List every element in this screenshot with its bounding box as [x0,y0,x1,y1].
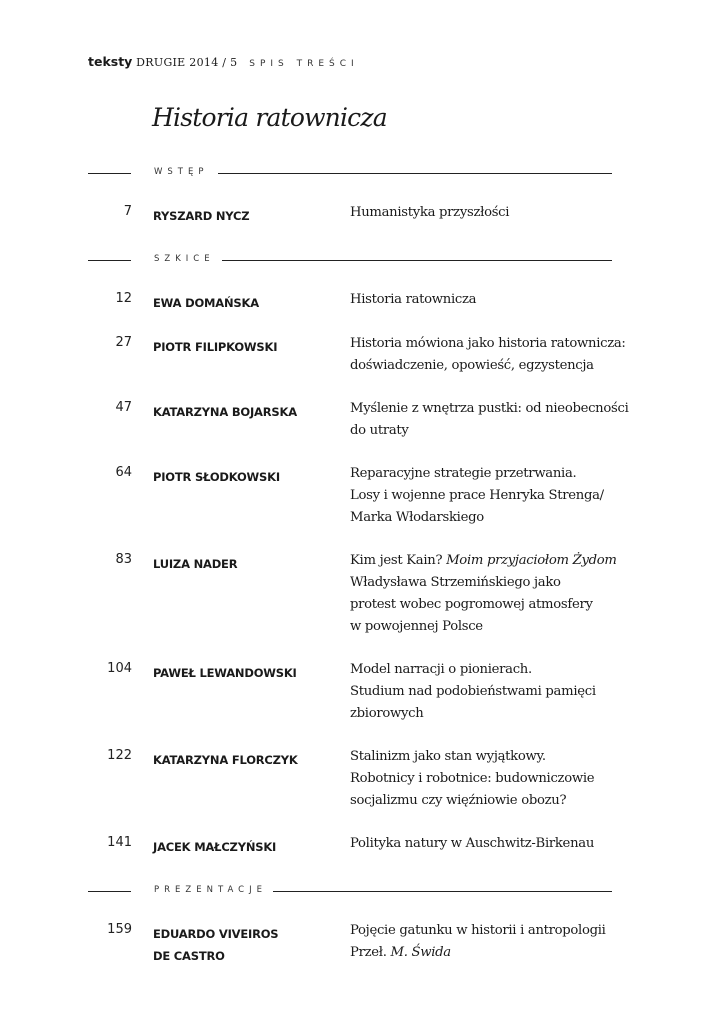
article-title [350,398,630,442]
title-line [350,550,630,572]
title-line: Marka Włodarskiego [350,510,484,525]
translator-name: M. Świda [390,945,451,960]
title-line: socjalizmu czy więźniowie obozu? [350,793,567,808]
author-name: PIOTR SŁODKOWSKI [153,470,280,484]
title-line: Robotnicy i robotnice: budowniczowie [350,771,595,786]
title-italic-text: Moim przyjaciołom Żydom [446,553,617,568]
article-title [350,289,630,311]
title-line: w powojennej Polsce [350,619,483,634]
author-name-line: DE CASTRO [153,949,225,963]
author-name: EWA DOMAŃSKA [153,296,259,310]
title-line: protest wobec pogromowej atmosfery [350,597,593,612]
translator-prefix: Przeł. [350,945,391,960]
page-number: 159 [107,922,132,937]
title-line: Polityka natury w Auschwitz-Birkenau [350,836,595,851]
author-name: KATARZYNA BOJARSKA [153,405,297,419]
title-line: do utraty [350,423,409,438]
title-line: Myślenie z wnętrza pustki: od nieobecności [350,401,629,416]
running-head [88,54,359,69]
article-title [350,202,630,224]
page-number: 12 [115,291,132,306]
section-header-prezentacje [0,885,725,899]
section-header-wstep [0,167,725,181]
author-name: RYSZARD NYCZ [153,209,250,223]
page-number: 47 [115,400,132,415]
section-rule [218,173,612,174]
title-line: Losy i wojenne prace Henryka Strenga/ [350,488,604,503]
title-line: Humanistyka przyszłości [350,205,510,220]
title-line: Historia ratownicza [350,292,477,307]
translator-line [350,942,630,964]
issue-title: Historia ratownicza [152,103,387,132]
section-rule [88,891,131,892]
title-line: doświadczenie, opowieść, egzystencja [350,358,594,373]
article-title [350,550,630,638]
section-header-szkice [0,254,725,268]
title-line: Stalinizm jako stan wyjątkowy. [350,749,546,764]
page-number: 83 [115,552,132,567]
article-title [350,333,630,377]
title-line: Pojęcie gatunku w historii i antropologii [350,923,606,938]
title-line: Studium nad podobieństwami pamięci [350,684,596,699]
author-name: KATARZYNA FLORCZYK [153,753,298,767]
section-rule [266,891,612,892]
page-number: 141 [107,835,132,850]
title-line: Władysława Strzemińskiego jako [350,575,561,590]
author-name: PAWEŁ LEWANDOWSKI [153,666,297,680]
page-number: 122 [107,748,132,763]
title-line: Historia mówiona jako historia ratownicza: [350,336,626,351]
title-line: zbiorowych [350,706,424,721]
page-number: 7 [123,204,132,219]
author-name [153,923,338,967]
running-head-section: SPIS TREŚCI [249,59,359,69]
page-number: 27 [115,335,132,350]
article-title [350,833,630,855]
author-name: JACEK MAŁCZYŃSKI [153,840,277,854]
page-number: 104 [107,661,132,676]
section-label: PREZENTACJE [154,885,273,895]
article-title [350,659,630,725]
article-title [350,746,630,812]
section-label: WSTĘP [154,167,215,177]
article-title [350,463,630,529]
section-rule [88,260,131,261]
journal-brand: teksty [88,54,133,69]
author-name: LUIZA NADER [153,557,238,571]
title-text: Kim jest Kain? [350,553,447,568]
article-title [350,920,630,964]
section-label: SZKICE [154,254,221,264]
journal-issue: DRUGIE 2014 / 5 [136,56,238,69]
section-rule [222,260,612,261]
author-name-line: EDUARDO VIVEIROS [153,927,279,941]
section-rule [88,173,131,174]
page-number: 64 [115,465,132,480]
author-name: PIOTR FILIPKOWSKI [153,340,278,354]
title-line: Reparacyjne strategie przetrwania. [350,466,577,481]
title-line: Model narracji o pionierach. [350,662,532,677]
